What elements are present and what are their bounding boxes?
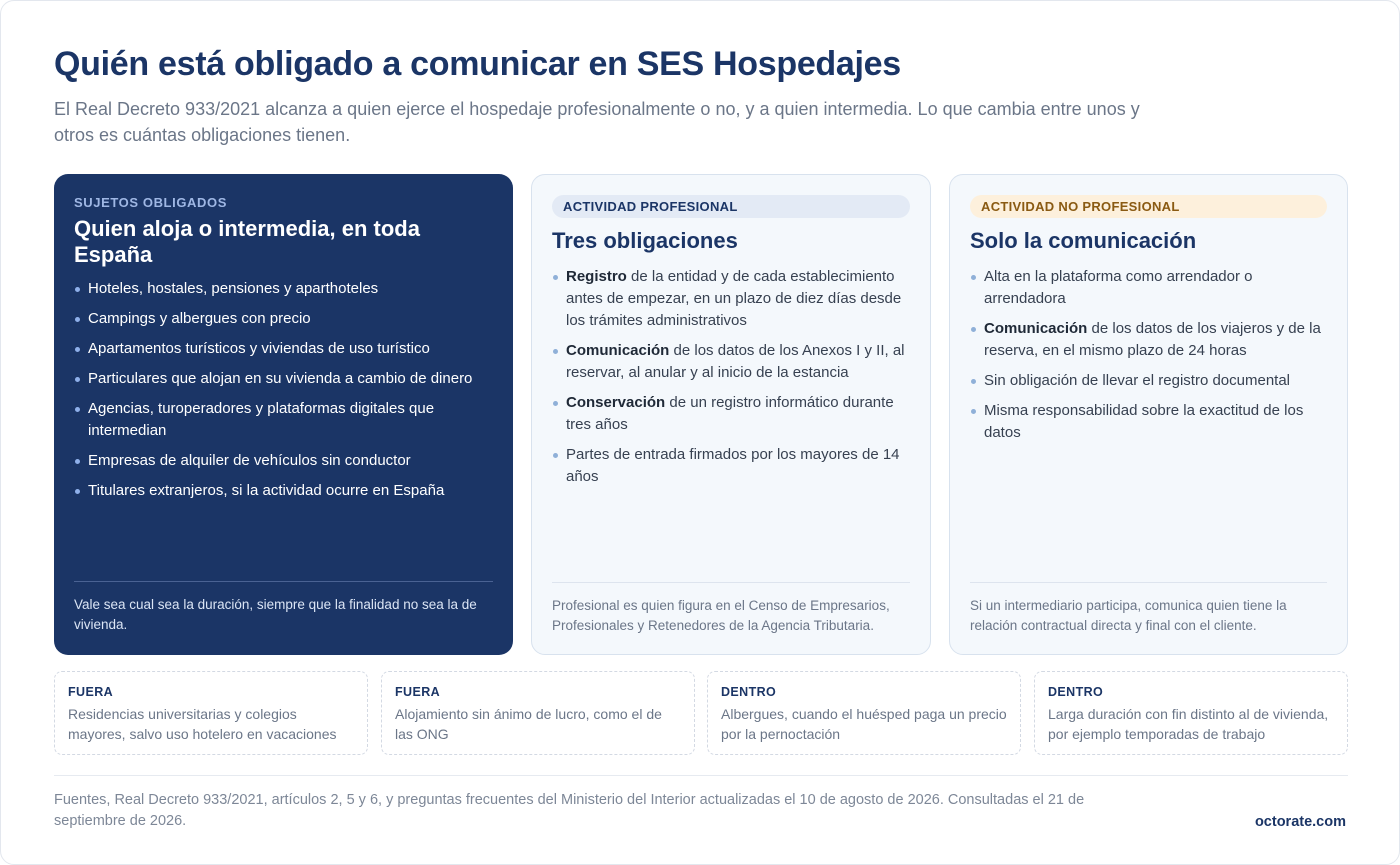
case-label: DENTRO	[1048, 685, 1104, 699]
card-footnote: Si un intermediario participa, comunica quien tiene la relación contractual directa y final con el cliente.	[970, 582, 1327, 635]
case-box-dentro-albergues	[707, 671, 1021, 755]
item-lead: Comunicación	[566, 342, 670, 359]
case-label: DENTRO	[721, 685, 777, 699]
list-item: Agencias, turoperadores y plataformas digitales que intermedian	[74, 398, 493, 442]
card-heading: Solo la comunicación	[970, 228, 1197, 253]
item-lead: Comunicación	[984, 320, 1088, 337]
list-item	[970, 266, 1327, 310]
item-text: Misma responsabilidad sobre la exactitud de los datos	[984, 402, 1304, 441]
case-box-fuera-ong	[381, 671, 695, 755]
pill-badge: ACTIVIDAD NO PROFESIONAL	[970, 195, 1327, 218]
list-item: Titulares extranjeros, si la actividad ocurre en España	[74, 480, 493, 502]
list-item	[552, 266, 910, 332]
footer-divider	[54, 775, 1348, 776]
list-item	[552, 444, 910, 488]
item-text: Alta en la plataforma como arrendador o arrendadora	[984, 268, 1253, 307]
list-item	[552, 340, 910, 384]
case-text: Larga duración con fin distinto al de vivienda, por ejemplo temporadas de trabajo	[1048, 706, 1329, 742]
card-actividad-no-profesional	[949, 174, 1348, 655]
list-item	[552, 392, 910, 436]
case-text: Alojamiento sin ánimo de lucro, como el de las ONG	[395, 706, 662, 742]
pill-badge: ACTIVIDAD PROFESIONAL	[552, 195, 910, 218]
card-sujetos-obligados	[54, 174, 513, 655]
sources-note: Fuentes, Real Decreto 933/2021, artículos 2, 5 y 6, y preguntas frecuentes del Ministerio del Interior actualizadas el 10 de agosto de 2026. Consultadas el 21 de septiembre de 2026.	[54, 792, 1085, 829]
case-label: FUERA	[68, 685, 114, 699]
item-text: Sin obligación de llevar el registro documental	[984, 372, 1291, 389]
item-text: Partes de entrada firmados por los mayores de 14 años	[566, 446, 900, 485]
list-item: Particulares que alojan en su vivienda a cambio de dinero	[74, 368, 493, 390]
case-text: Residencias universitarias y colegios mayores, salvo uso hotelero en vacaciones	[68, 706, 337, 742]
list-item: Apartamentos turísticos y viviendas de uso turístico	[74, 338, 493, 360]
list-item	[970, 318, 1327, 362]
case-box-dentro-larga-duracion	[1034, 671, 1348, 755]
profesional-list	[552, 266, 910, 488]
list-item: Campings y albergues con precio	[74, 308, 493, 330]
list-item	[970, 370, 1327, 392]
card-actividad-profesional	[531, 174, 931, 655]
card-footnote: Profesional es quien figura en el Censo de Empresarios, Profesionales y Retenedores de la Agencia Tributaria.	[552, 582, 910, 635]
no-profesional-list	[970, 266, 1327, 444]
case-text: Albergues, cuando el huésped paga un precio por la pernoctación	[721, 706, 1007, 742]
item-text: de un registro informático durante tres años	[566, 394, 894, 433]
card-heading: Quien aloja o intermedia, en toda España	[74, 216, 420, 267]
list-item	[970, 400, 1327, 444]
list-item: Hoteles, hostales, pensiones y aparthoteles	[74, 278, 493, 300]
case-label: FUERA	[395, 685, 441, 699]
page-title: Quién está obligado a comunicar en SES Hospedajes	[54, 45, 901, 83]
card-footnote: Vale sea cual sea la duración, siempre que la finalidad no sea la de vivienda.	[74, 581, 493, 634]
item-text: de los datos de los Anexos I y II, al reservar, al anular y al inicio de la estancia	[566, 342, 905, 381]
page-subtitle: El Real Decreto 933/2021 alcanza a quien ejerce el hospedaje profesionalmente o no, y a quien intermedia. Lo que cambia entre unos y otros es cuántas obligaciones tienen.	[54, 99, 1140, 145]
item-text: de los datos de los viajeros y de la reserva, en el mismo plazo de 24 horas	[984, 320, 1321, 359]
item-lead: Registro	[566, 268, 627, 285]
case-box-fuera-residencias	[54, 671, 368, 755]
item-lead: Conservación	[566, 394, 666, 411]
item-text: de la entidad y de cada establecimiento antes de empezar, en un plazo de diez días desde los trámites administrativos	[566, 268, 902, 329]
brand-link[interactable]: octorate.com	[1254, 814, 1346, 830]
obligados-list	[74, 278, 493, 502]
card-heading: Tres obligaciones	[552, 228, 738, 253]
list-item: Empresas de alquiler de vehículos sin conductor	[74, 450, 493, 472]
card-eyebrow: SUJETOS OBLIGADOS	[74, 195, 227, 210]
